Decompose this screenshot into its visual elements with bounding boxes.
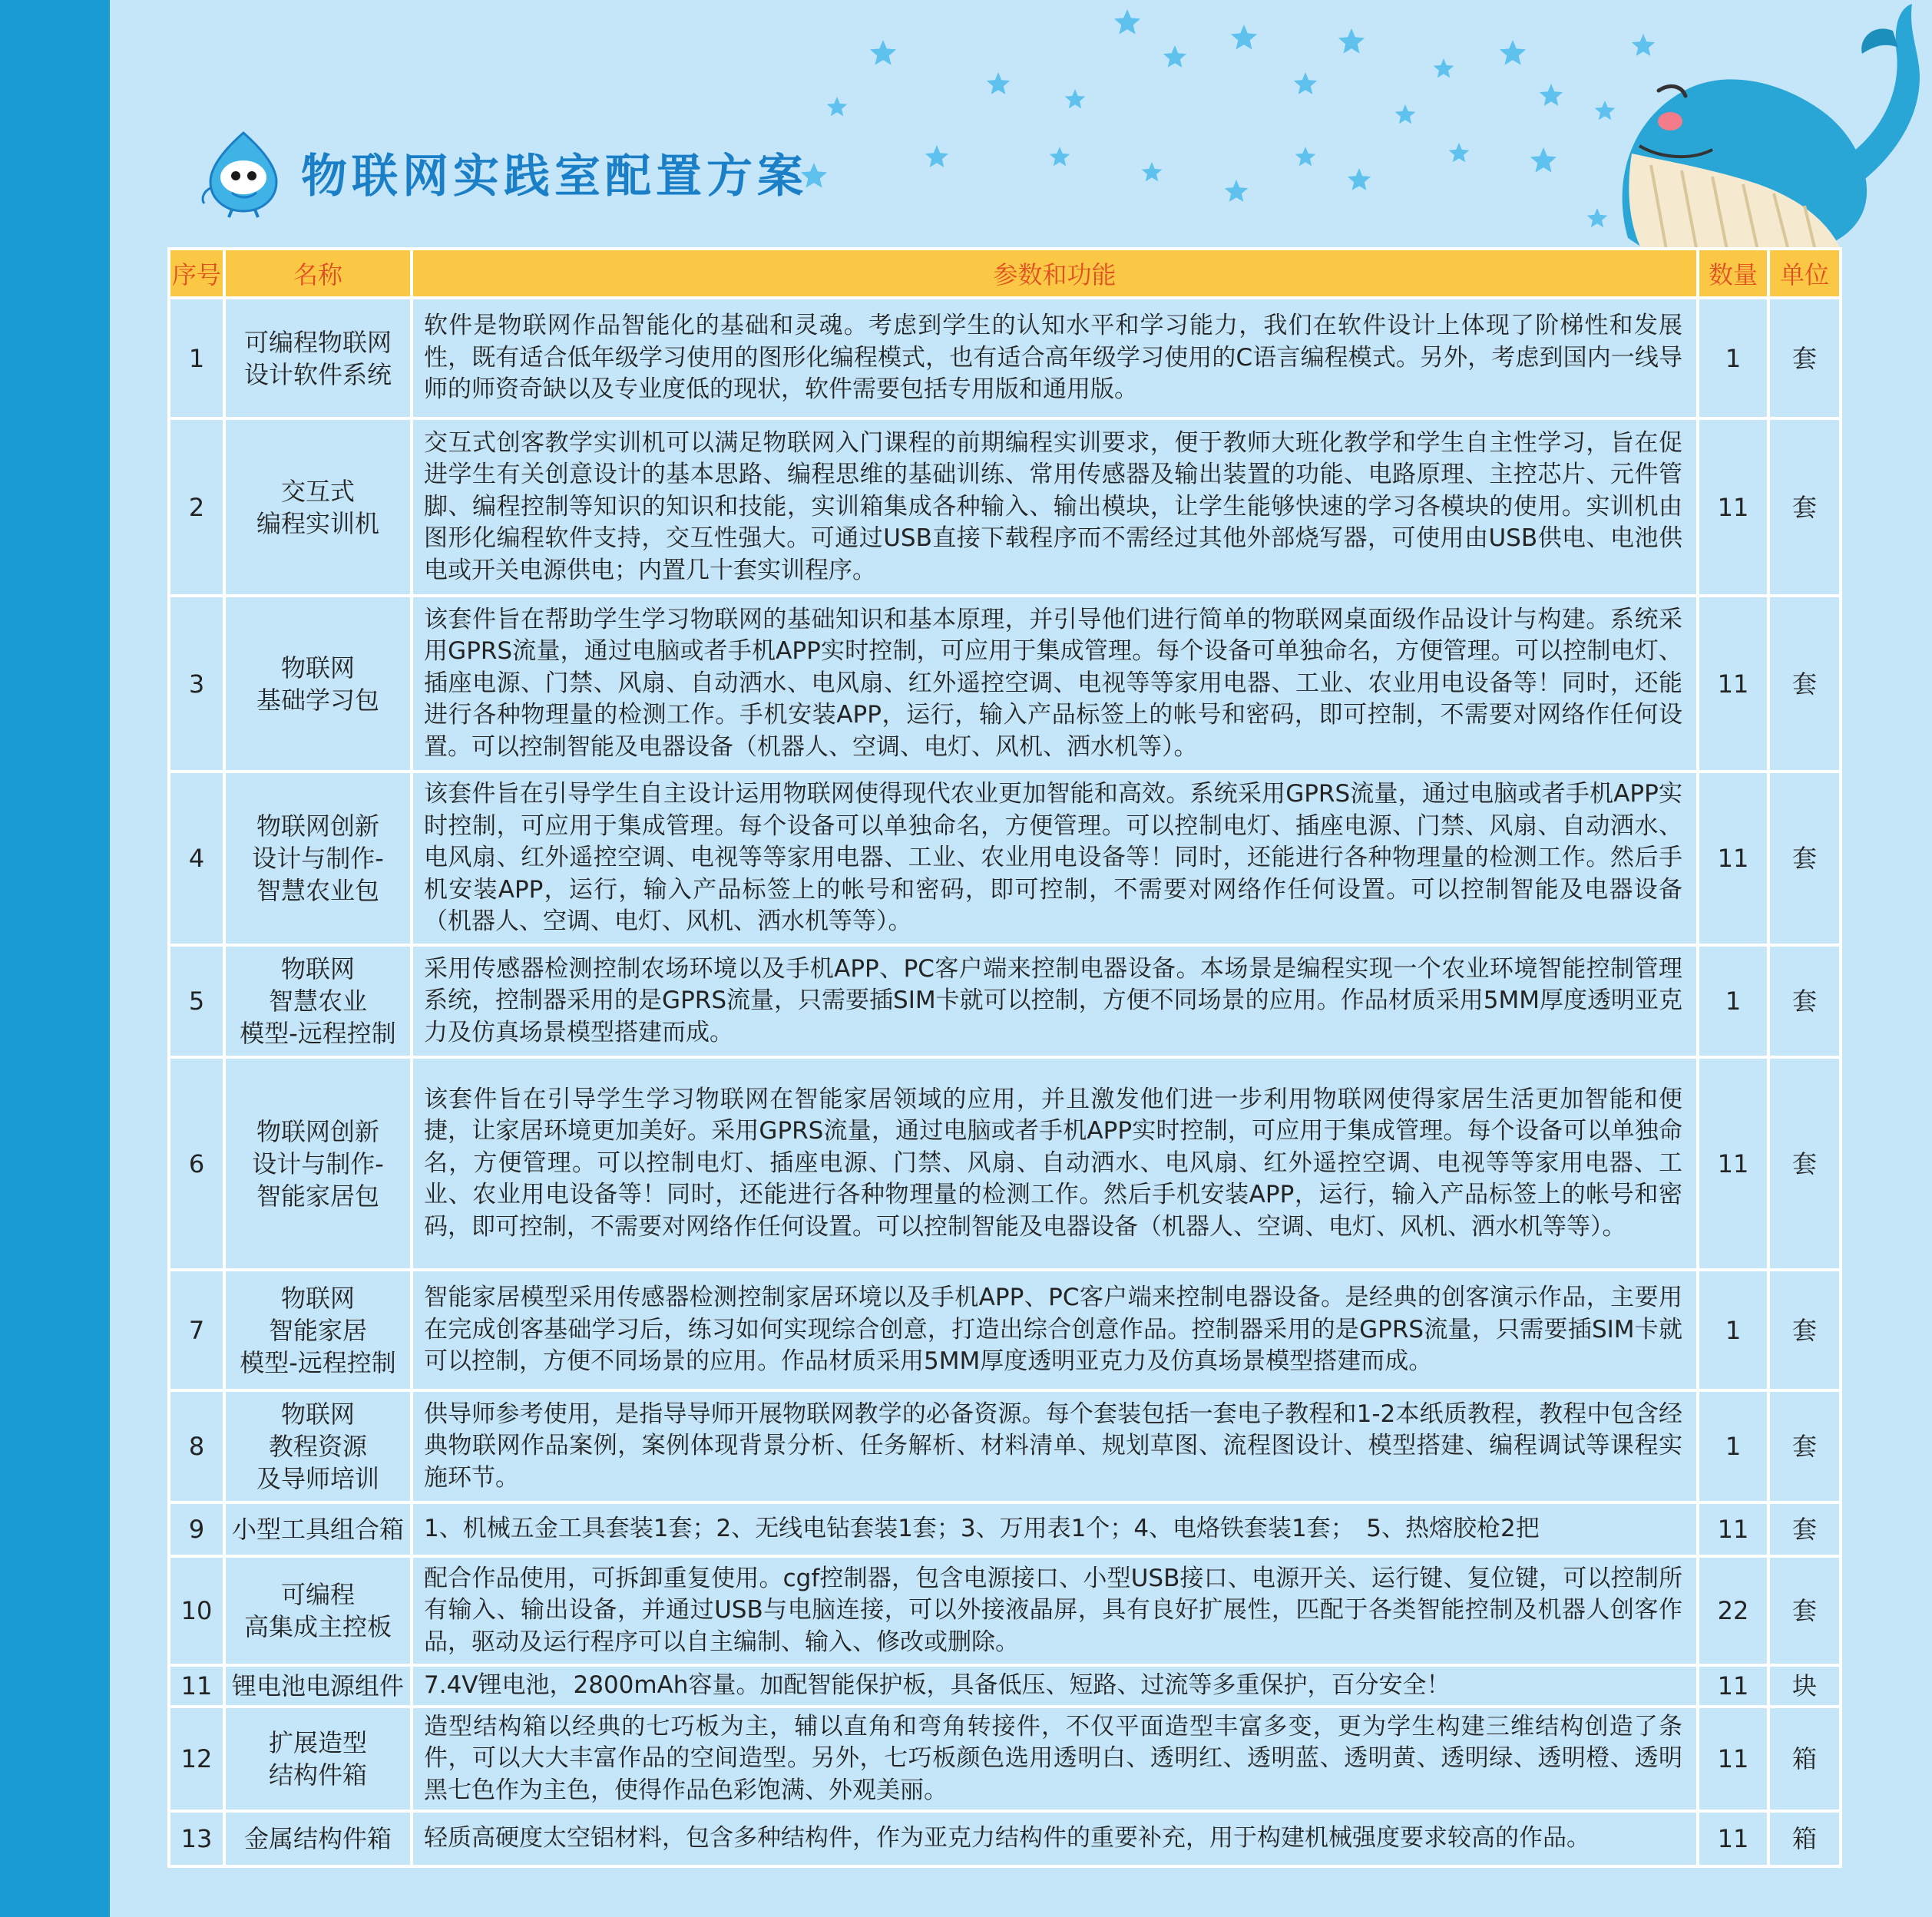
star-icon [1050,147,1070,166]
cell-qty: 1 [1698,945,1768,1057]
star-icon [1540,84,1563,106]
table-row [169,1556,1841,1665]
cell-unit: 箱 [1768,1707,1841,1812]
config-table [167,247,1842,1868]
cell-params: 7.4V锂电池，2800mAh容量。加配智能保护板，具备低压、短路、过流等多重保护，百分安全！ [412,1665,1698,1707]
cell-unit: 套 [1768,772,1841,945]
cell-qty: 11 [1698,772,1768,945]
table-row [169,1811,1841,1866]
cell-name: 物联网 基础学习包 [224,596,412,772]
star-icon [1294,72,1317,94]
cell-index: 10 [169,1556,224,1665]
cell-params: 该套件旨在帮助学生学习物联网的基础知识和基本原理，并引导他们进行简单的物联网桌面级作品设计与构建。系统采用GPRS流量，通过电脑或者手机APP实时控制，可应用于集成管理。每个设备可单独命名，方便管理。可以控制电灯、插座电源、门禁、风扇、自动洒水、电风扇、红外遥控空调、电视等等家用电器、工业、农业用电设备等！同时，还能进行各种物理量的检测工作。手机安装APP，运行，输入产品标签上的帐号和密码，即可控制，不需要对网络作任何设置。可以控制智能及电器设备（机器人、空调、电灯、风机、洒水机等）。 [412,596,1698,772]
cell-unit: 套 [1768,945,1841,1057]
cell-qty: 11 [1698,596,1768,772]
cell-index: 12 [169,1707,224,1812]
star-icon [1434,58,1454,78]
cell-qty: 11 [1698,1502,1768,1556]
water-drop-mascot-icon [201,127,286,219]
star-icon [1348,168,1371,190]
star-icon [1163,45,1186,68]
cell-qty: 11 [1698,1811,1768,1866]
header-unit: 单位 [1768,249,1841,298]
cell-name: 交互式 编程实训机 [224,418,412,596]
cell-index: 11 [169,1665,224,1707]
table-row [169,1665,1841,1707]
table-row [169,945,1841,1057]
table-row [169,772,1841,945]
star-icon [925,145,948,167]
star-icon [1065,89,1086,108]
star-icon [1225,180,1248,202]
table-row [169,596,1841,772]
cell-params: 配合作品使用，可拆卸重复使用。cgf控制器，包含电源接口、小型USB接口、电源开关、运行键、复位键，可以控制所有输入、输出设备，并通过USB与电脑连接，可以外接液晶屏，具有良好扩展性，匹配于各类智能控制及机器人创客作品，驱动及运行程序可以自主编制、输入、修改或删除。 [412,1556,1698,1665]
star-icon [1338,28,1365,54]
cell-params: 该套件旨在引导学生学习物联网在智能家居领域的应用，并且激发他们进一步利用物联网使得家居生活更加智能和便捷，让家居环境更加美好。采用GPRS流量，通过电脑或者手机APP实时控制，可应用于集成管理。每个设备可以单独命名，方便管理。可以控制电灯、插座电源、门禁、风扇、自动洒水、电风扇、红外遥控空调、电视等等家用电器、工业、农业用电设备等！同时，还能进行各种物理量的检测工作。然后手机安装APP，运行，输入产品标签上的帐号和密码，即可控制，不需要对网络作任何设置。可以控制智能及电器设备（机器人、空调、电灯、风机、洒水机等等）。 [412,1057,1698,1270]
cell-unit: 套 [1768,1057,1841,1270]
cell-qty: 1 [1698,298,1768,418]
header-params: 参数和功能 [412,249,1698,298]
cell-index: 6 [169,1057,224,1270]
cell-qty: 1 [1698,1390,1768,1502]
cell-name: 锂电池电源组件 [224,1665,412,1707]
cell-qty: 11 [1698,1057,1768,1270]
star-icon [1395,104,1416,124]
cell-unit: 套 [1768,418,1841,596]
star-icon [1500,40,1526,65]
cell-name: 金属结构件箱 [224,1811,412,1866]
cell-unit: 套 [1768,1270,1841,1390]
cell-index: 3 [169,596,224,772]
cell-params: 采用传感器检测控制农场环境以及手机APP、PC客户端来控制电器设备。本场景是编程实现一个农业环境智能控制管理系统，控制器采用的是GPRS流量，只需要插SIM卡就可以控制，方便不同场景的应用。作品材质采用5MM厚度透明亚克力及仿真场景模型搭建而成。 [412,945,1698,1057]
cell-name: 可编程 高集成主控板 [224,1556,412,1665]
cell-qty: 1 [1698,1270,1768,1390]
cell-name: 小型工具组合箱 [224,1502,412,1556]
cell-params: 1、机械五金工具套装1套；2、无线电钻套装1套；3、万用表1个；4、电烙铁套装1套； 5、热熔胶枪2把 [412,1502,1698,1556]
cell-unit: 套 [1768,1556,1841,1665]
table-row [169,1707,1841,1812]
table-row [169,1502,1841,1556]
cell-unit: 块 [1768,1665,1841,1707]
page-title: 物联网实践室配置方案 [301,150,808,203]
cell-name: 可编程物联网 设计软件系统 [224,298,412,418]
table-header-row [169,249,1841,298]
cell-index: 5 [169,945,224,1057]
cell-qty: 11 [1698,1665,1768,1707]
cell-params: 交互式创客教学实训机可以满足物联网入门课程的前期编程实训要求，便于教师大班化教学和学生自主性学习，旨在促进学生有关创意设计的基本思路、编程思维的基础训练、常用传感器及输出装置的功能、电路原理、主控芯片、元件管脚、编程控制等知识的知识和技能，实训箱集成各种输入、输出模块，让学生能够快速的学习各模块的使用。实训机由图形化编程软件支持，交互性强大。可通过USB直接下载程序而不需经过其他外部烧写器，可使用由USB供电、电池供电或开关电源供电；内置几十套实训程序。 [412,418,1698,596]
cell-name: 物联网创新 设计与制作- 智能家居包 [224,1057,412,1270]
star-icon [1530,147,1557,173]
cell-params: 造型结构箱以经典的七巧板为主，辅以直角和弯角转接件，不仅平面造型丰富多变，更为学生构建三维结构创造了条件，可以大大丰富作品的空间造型。另外，七巧板颜色选用透明白、透明红、透明蓝、透明黄、透明绿、透明橙、透明黑七色作为主色，使得作品色彩饱满、外观美丽。 [412,1707,1698,1812]
cell-unit: 套 [1768,298,1841,418]
cell-index: 2 [169,418,224,596]
cell-params: 该套件旨在引导学生自主设计运用物联网使得现代农业更加智能和高效。系统采用GPRS流量，通过电脑或者手机APP实时控制，可应用于集成管理。每个设备可以单独命名，方便管理。可以控制电灯、插座电源、门禁、风扇、自动洒水、电风扇、红外遥控空调、电视等等家用电器、工业、农业用电设备等！同时，还能进行各种物理量的检测工作。然后手机安装APP，运行，输入产品标签上的帐号和密码，即可控制，不需要对网络作任何设置。可以控制智能及电器设备（机器人、空调、电灯、风机、洒水机等等）。 [412,772,1698,945]
cell-params: 轻质高硬度太空铝材料，包含多种结构件，作为亚克力结构件的重要补充，用于构建机械强度要求较高的作品。 [412,1811,1698,1866]
table-row [169,418,1841,596]
cell-name: 扩展造型 结构件箱 [224,1707,412,1812]
cell-unit: 箱 [1768,1811,1841,1866]
cell-index: 13 [169,1811,224,1866]
cell-index: 1 [169,298,224,418]
cell-index: 9 [169,1502,224,1556]
cell-params: 智能家居模型采用传感器检测控制家居环境以及手机APP、PC客户端来控制电器设备。是经典的创客演示作品，主要用在完成创客基础学习后，练习如何实现综合创意，打造出综合创意作品。控制器采用的是GPRS流量，只需要插SIM卡就可以控制，方便不同场景的应用。作品材质采用5MM厚度透明亚克力及仿真场景模型搭建而成。 [412,1270,1698,1390]
cell-qty: 22 [1698,1556,1768,1665]
star-icon [1295,147,1316,166]
star-icon [1142,162,1163,181]
table-row [169,1057,1841,1270]
star-icon [987,72,1010,94]
cell-index: 8 [169,1390,224,1502]
cell-qty: 11 [1698,418,1768,596]
table-row [169,1390,1841,1502]
cell-index: 4 [169,772,224,945]
header-name: 名称 [224,249,412,298]
star-icon [1449,143,1470,162]
cell-name: 物联网 智能家居 模型-远程控制 [224,1270,412,1390]
star-icon [1231,25,1257,50]
star-icon [827,97,848,116]
cell-name: 物联网 智慧农业 模型-远程控制 [224,945,412,1057]
table-row [169,1270,1841,1390]
cell-params: 供导师参考使用，是指导导师开展物联网教学的必备资源。每个套装包括一套电子教程和1-2本纸质教程，教程中包含经典物联网作品案例，案例体现背景分析、任务解析、材料清单、规划草图、流程图设计、模型搭建、编程调试等课程实施环节。 [412,1390,1698,1502]
star-icon [870,40,896,65]
star-icon [1114,9,1140,35]
cell-unit: 套 [1768,1390,1841,1502]
cell-unit: 套 [1768,596,1841,772]
header-qty: 数量 [1698,249,1768,298]
cell-index: 7 [169,1270,224,1390]
cell-name: 物联网创新 设计与制作- 智慧农业包 [224,772,412,945]
cell-qty: 11 [1698,1707,1768,1812]
cell-unit: 套 [1768,1502,1841,1556]
table-row [169,298,1841,418]
whale-illustration [1597,0,1927,253]
header-index: 序号 [169,249,224,298]
left-side-band [0,0,110,1917]
cell-name: 物联网 教程资源 及导师培训 [224,1390,412,1502]
cell-params: 软件是物联网作品智能化的基础和灵魂。考虑到学生的认知水平和学习能力，我们在软件设计上体现了阶梯性和发展性，既有适合低年级学习使用的图形化编程模式，也有适合高年级学习使用的C语言编程模式。另外，考虑到国内一线导师的师资奇缺以及专业度低的现状，软件需要包括专用版和通用版。 [412,298,1698,418]
